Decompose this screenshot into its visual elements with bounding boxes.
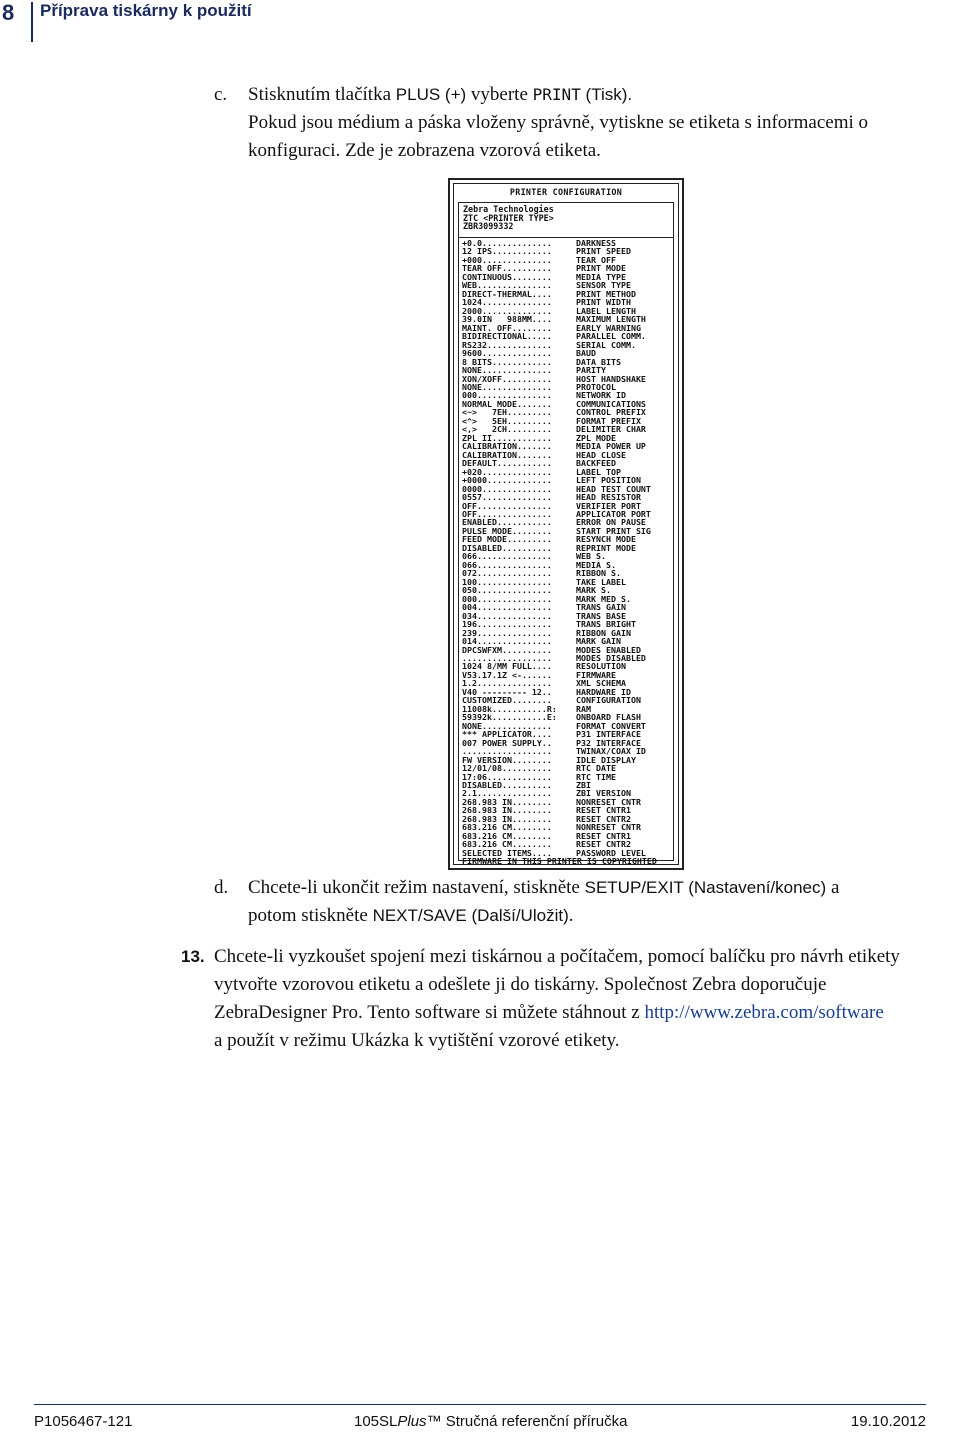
label-row [462,679,670,687]
product-name-italic: Plus [397,1413,427,1430]
page-number: 8 [2,0,15,25]
label-row [462,400,670,408]
label-row [462,662,670,670]
label-row-value: DISABLED.......... [462,543,552,553]
label-row [462,578,670,586]
label-row-value: +020.............. [462,467,552,477]
label-row-value: FEED MODE......... [462,535,552,544]
label-row [462,349,670,357]
label-row-setting: START PRINT SIG [576,526,651,536]
label-row [462,823,670,831]
label-row-value: V53.17.1Z <-...... [462,670,552,680]
label-row [462,688,670,696]
label-row-value: 0557.............. [462,493,552,502]
label-row-setting: PRINT WIDTH [576,298,631,307]
label-row [462,468,670,476]
label-row-setting: HEAD CLOSE [576,450,626,460]
label-row-setting: FORMAT PREFIX [576,416,641,426]
label-row-setting: RAM [576,704,591,714]
label-row [462,408,670,416]
label-row [462,713,670,721]
step-d-text: a [826,877,840,898]
step-c-line-3: konfiguraci. Zde je zobrazena vzorová etiketa. [248,140,601,161]
label-row-setting: MARK S. [576,586,611,595]
step-c-line-2: Pokud jsou médium a páska vloženy správně, vytiskne se etiketa s informacemi o [248,112,868,133]
label-row [462,620,670,628]
label-row-value: 050............... [462,586,552,595]
label-row-setting: RTC DATE [576,764,616,773]
step-c-marker: c. [214,84,228,105]
label-row-value: 1.2............... [462,679,552,688]
label-frame [453,183,679,865]
label-row-value: MAINT. OFF........ [462,323,552,333]
label-row-setting: ZPL MODE [576,433,616,443]
document-number: P1056467-121 [34,1413,133,1430]
label-row-value: V40 --------- 12.. [462,687,552,697]
label-row-setting: MEDIA S. [576,560,616,570]
label-settings-table [458,237,674,866]
label-row-value: 683.216 CM........ [462,831,552,841]
label-row-setting: ZBI [576,781,591,790]
label-row-setting: MEDIA POWER UP [576,442,646,451]
label-row-value: 1024 8/MM FULL.... [462,662,552,671]
label-row-value: 12 IPS............ [462,247,552,256]
label-row-value: 2000.............. [462,306,552,316]
label-row-value: <^> 5EH......... [462,416,552,426]
label-row-setting: PRINT MODE [576,264,626,273]
section-title: Příprava tiskárny k použití [40,1,252,20]
label-row [462,290,670,298]
label-row [462,451,670,459]
footer-divider [34,1404,926,1405]
label-row-setting: TAKE LABEL [576,577,626,587]
label-row-value: 066............... [462,552,552,561]
label-row [462,722,670,730]
label-row-setting: RESYNCH MODE [576,535,636,544]
label-row-setting: PRINT METHOD [576,289,636,299]
label-row-value: CALIBRATION....... [462,450,552,460]
label-row-value: DIRECT-THERMAL.... [462,289,552,299]
label-row [462,832,670,840]
label-row [462,383,670,391]
label-row-value: 12/01/08.......... [462,764,552,773]
label-row-setting: DARKNESS [576,239,616,248]
label-row [462,256,670,264]
label-row [462,485,670,493]
label-row-value: 9600.............. [462,349,552,358]
label-row [462,747,670,755]
label-row [462,595,670,603]
step-c-line-1 [248,81,948,109]
label-row-setting: RESET CNTR1 [576,806,631,815]
label-row-value: 268.983 IN........ [462,797,552,807]
label-row-setting: LABEL TOP [576,467,621,477]
label-row-value: DISABLED.......... [462,781,552,790]
label-row [462,391,670,399]
step-c-paragraph [248,81,948,165]
product-name: 105SL [354,1413,398,1430]
label-row-value: 268.983 IN........ [462,806,552,815]
label-row-value: FW VERSION........ [462,755,552,765]
label-row-setting: RESOLUTION [576,662,626,671]
label-row [462,603,670,611]
label-row-setting: ONBOARD FLASH [576,713,641,722]
label-row-value: DPCSWFXM.......... [462,645,552,654]
label-row-value: <~> 7EH......... [462,408,552,417]
label-row-setting: DELIMITER CHAR [576,425,646,434]
label-row-setting: RESET CNTR2 [576,840,631,849]
step-13-marker: 13. [181,947,205,966]
footer-product-title [354,1413,627,1430]
label-row-setting: TWINAX/COAX ID [576,747,646,756]
label-row [462,654,670,662]
label-row-setting: NONRESET CNTR [576,823,641,832]
label-row-setting: HOST HANDSHAKE [576,374,646,383]
label-row-setting: XML SCHEMA [576,679,626,688]
label-row-setting: VERIFIER PORT [576,501,641,510]
label-title: PRINTER CONFIGURATION [509,187,623,197]
label-row [462,307,670,315]
label-row-setting: BACKFEED [576,459,616,468]
label-row [462,358,670,366]
step-c-text: vyberte [466,84,533,105]
label-row [462,561,670,569]
label-row-setting: ZBI VERSION [576,789,631,798]
label-row [462,756,670,764]
label-row-value: *** APPLICATOR.... [462,730,552,739]
label-row-value: NONE.............. [462,721,552,731]
label-row-setting: LEFT POSITION [576,476,641,485]
footer-date: 19.10.2012 [850,1413,926,1430]
label-row-value: OFF............... [462,501,552,510]
step-d-marker: d. [214,877,229,898]
label-row-value: CONTINUOUS........ [462,272,552,282]
label-row-value: ZPL II............ [462,433,552,443]
label-row [462,857,670,865]
step-13-line-1: Chcete-li vyzkoušet spojení mezi tiskárnou a počítačem, pomocí balíčku pro návrh etikety [214,946,900,967]
label-row-setting: MARK GAIN [576,637,621,646]
label-row-setting: IDLE DISPLAY [576,755,636,765]
label-row [462,544,670,552]
header-divider [31,2,33,42]
plus-button-label: PLUS (+) [395,85,467,104]
label-row-setting: EARLY WARNING [576,323,641,333]
step-d-text: Chcete-li ukončit režim nastavení, stiskněte [248,877,585,898]
label-row [462,239,670,247]
step-d-text: potom stiskněte [248,905,373,926]
label-row-setting: COMMUNICATIONS [576,399,646,409]
label-row [462,646,670,654]
label-row [462,510,670,518]
label-row [462,434,670,442]
label-id-line: ZBR3099332 [463,221,514,232]
label-row-setting: MARK MED S. [576,594,631,604]
label-row-value: TEAR OFF.......... [462,264,552,273]
label-row-setting: BAUD [576,349,596,358]
label-row-value: 683.216 CM........ [462,823,552,832]
step-13-text: ZebraDesigner Pro. Tento software si můžete stáhnout z [214,1002,645,1023]
label-row-setting: MEDIA TYPE [576,272,626,282]
step-d-line-1 [248,874,948,902]
label-row-setting: MODES ENABLED [576,645,641,654]
label-row [462,273,670,281]
label-row [462,264,670,272]
label-row-setting: PARITY [576,366,606,375]
label-row-setting: FIRMWARE [576,670,616,680]
label-row [462,375,670,383]
label-row-value: 268.983 IN........ [462,814,552,824]
label-row-setting: TRANS GAIN [576,603,626,612]
label-row-value: 000............... [462,391,552,400]
step-d-line-2 [248,902,948,930]
label-row-setting: HARDWARE ID [576,687,631,697]
label-row-setting: MODES DISABLED [576,653,646,663]
label-row [462,502,670,510]
label-row-setting: APPLICATOR PORT [576,510,651,519]
label-row-value: 196............... [462,620,552,629]
label-row-value: .................. [462,747,552,756]
label-row-setting: HEAD RESISTOR [576,493,641,502]
step-13-line-4: a použít v režimu Ukázka k vytištění vzorové etikety. [214,1030,620,1051]
label-row-value: 0000.............. [462,484,552,494]
label-row-setting: LABEL LENGTH [576,306,636,316]
label-row [462,705,670,713]
label-row-setting: TRANS BASE [576,611,626,621]
zebra-software-link[interactable]: http://www.zebra.com/software [644,1002,884,1023]
label-row [462,442,670,450]
label-row-value: DEFAULT........... [462,459,552,468]
label-row [462,247,670,255]
label-row-value: 004............... [462,603,552,612]
tisk-label: (Tisk). [580,85,633,104]
label-row-value: NONE.............. [462,366,552,375]
label-row-value: CUSTOMIZED........ [462,696,552,705]
next-save-label: NEXT/SAVE (Další/Uložit) [372,906,569,925]
label-row-setting: PROTOCOL [576,382,616,392]
label-row-value: 2.1............... [462,789,552,798]
label-row-value: BIDIRECTIONAL..... [462,332,552,341]
label-row-value: 1024.............. [462,298,552,307]
step-13-line-3 [214,999,954,1027]
label-row-value: 066............... [462,560,552,570]
label-row-value: 59392k...........E: [462,713,557,722]
label-row [462,324,670,332]
label-row-setting: MAXIMUM LENGTH [576,315,646,324]
label-row [462,425,670,433]
label-row-setting: HEAD TEST COUNT [576,484,651,494]
label-row-value: NORMAL MODE....... [462,399,552,409]
label-row-setting: RIBBON S. [576,569,621,578]
label-id-line: ZTC <PRINTER TYPE> [463,212,554,223]
label-row-setting: TEAR OFF [576,255,616,265]
label-row [462,612,670,620]
label-row-value: ENABLED........... [462,518,552,527]
lcd-print-label: PRINT [532,85,581,104]
label-row [462,493,670,501]
label-row-setting: SERIAL COMM. [576,340,636,350]
label-row-value: +000.............. [462,255,552,265]
label-row-setting: FORMAT CONVERT [576,721,646,731]
label-row [462,840,670,848]
label-row-setting: CONTROL PREFIX [576,408,646,417]
label-row-setting: P31 INTERFACE [576,730,641,739]
label-row-setting: NETWORK ID [576,391,626,400]
label-row [462,298,670,306]
label-row-value: 39.0IN 988MM.... [462,315,552,324]
label-row-value: 007 POWER SUPPLY.. [462,738,552,748]
label-row [462,806,670,814]
label-row [462,764,670,772]
label-row [462,815,670,823]
label-row [462,341,670,349]
label-row [462,569,670,577]
guide-title: ™ Stručná referenční příručka [426,1413,628,1430]
label-row [462,518,670,526]
label-row-value: .................. [462,653,552,663]
label-row [462,315,670,323]
label-row-value: 000............... [462,594,552,604]
label-row [462,366,670,374]
label-row-setting: TRANS BRIGHT [576,620,636,629]
label-printer-id [458,202,674,238]
label-row-value: WEB............... [462,281,552,290]
label-row-setting: CONFIGURATION [576,696,641,705]
label-row-setting: ERROR ON PAUSE [576,518,646,527]
label-id-line: Zebra Technologies [463,204,554,214]
label-row [462,527,670,535]
label-row [462,586,670,594]
label-row-setting: P32 INTERFACE [576,738,641,748]
label-row-setting: RESET CNTR1 [576,831,631,841]
label-row [462,535,670,543]
label-row-value: <,> 2CH......... [462,425,552,434]
label-row-value: XON/XOFF.......... [462,374,552,383]
label-row [462,849,670,857]
label-row-full: FIRMWARE IN THIS PRINTER IS COPYRIGHTED [462,857,657,866]
label-row-setting: DATA BITS [576,357,621,367]
label-row-value: NONE.............. [462,382,552,392]
step-c-text: Stisknutím tlačítka [248,84,396,105]
label-row-value: 17:06............. [462,772,552,781]
label-row-value: CALIBRATION....... [462,442,552,451]
label-row [462,417,670,425]
label-row-value: 683.216 CM........ [462,840,552,849]
step-13-paragraph [214,943,954,1055]
label-row-setting: RTC TIME [576,772,616,781]
label-row-value: +0.0.............. [462,239,552,248]
label-row [462,281,670,289]
label-row-value: RS232............. [462,340,552,350]
label-row [462,552,670,560]
label-row-setting: PASSWORD LEVEL [576,848,646,858]
label-row [462,629,670,637]
label-row-value: 100............... [462,577,552,587]
label-row [462,781,670,789]
label-row-value: 11008k...........R: [462,704,557,714]
label-row-setting: RIBBON GAIN [576,628,631,638]
step-d-text: . [568,905,574,926]
label-row-value: 239............... [462,628,552,638]
step-13-line-2: vytvořte vzorovou etiketu a odešlete ji do tiskárny. Společnost Zebra doporučuje [214,974,827,995]
label-row [462,332,670,340]
label-row-value: PULSE MODE........ [462,526,552,536]
label-row-setting: PRINT SPEED [576,247,631,256]
label-row [462,696,670,704]
label-row-setting: NONRESET CNTR [576,797,641,807]
label-row [462,476,670,484]
label-row [462,739,670,747]
label-row-value: 034............... [462,611,552,621]
label-row [462,773,670,781]
label-row-value: OFF............... [462,510,552,519]
label-row [462,459,670,467]
label-row [462,789,670,797]
step-d-paragraph [248,874,948,930]
label-row [462,671,670,679]
label-row-setting: PARALLEL COMM. [576,332,646,341]
label-row-value: SELECTED ITEMS.... [462,848,552,858]
label-row-setting: RESET CNTR2 [576,814,631,824]
label-row [462,637,670,645]
label-row [462,730,670,738]
label-row-value: 8 BITS............ [462,357,552,367]
label-row-value: +0000............. [462,476,552,485]
label-row-setting: WEB S. [576,552,606,561]
label-row [462,798,670,806]
setup-exit-label: SETUP/EXIT (Nastavení/konec) [584,878,827,897]
configuration-label-image [448,178,684,870]
label-row-setting: SENSOR TYPE [576,281,631,290]
label-row-value: 014............... [462,637,552,646]
label-row-value: 072............... [462,569,552,578]
label-row-setting: REPRINT MODE [576,543,636,553]
